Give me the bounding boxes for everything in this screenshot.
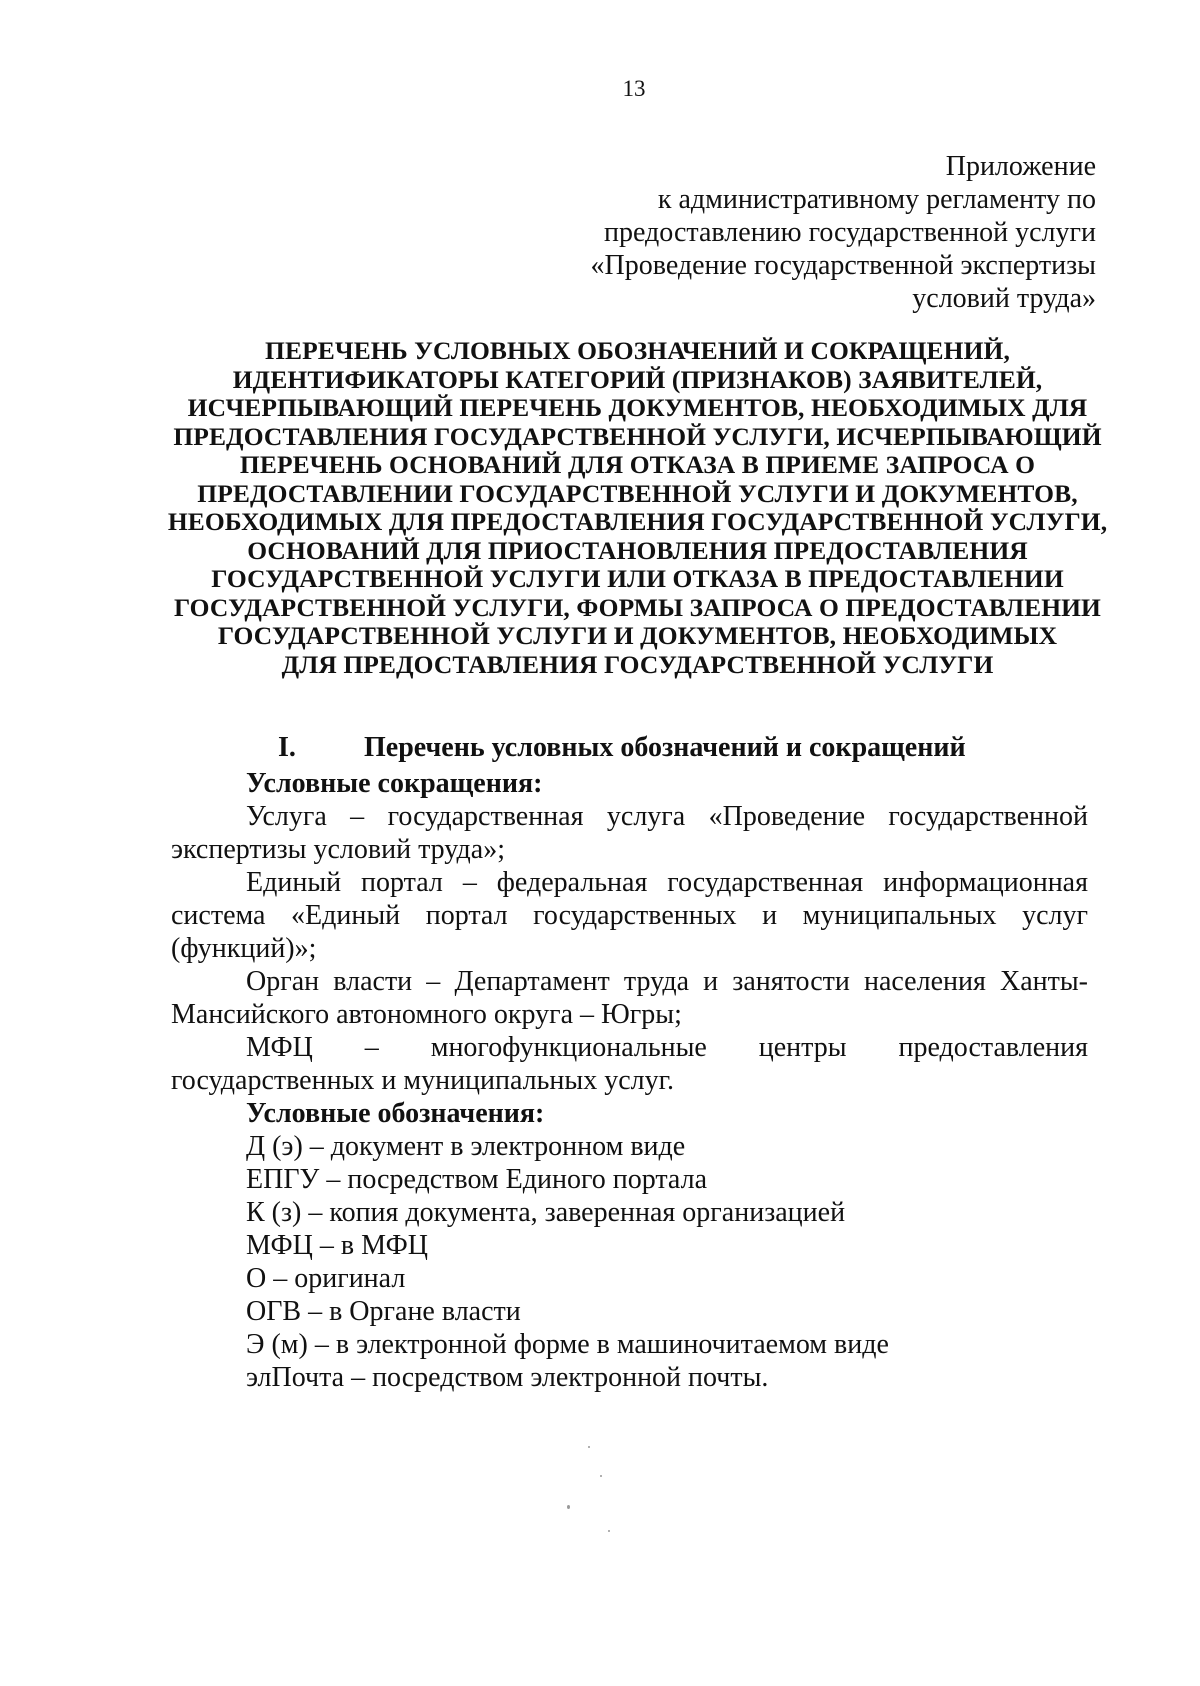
page-number: 13 [622, 76, 646, 101]
abbreviation-item: МФЦ – многофункциональные центры предоставления государственных и муниципальных услуг. [171, 1032, 1088, 1096]
heading-line: ПЕРЕЧЕНЬ ОСНОВАНИЙ ДЛЯ ОТКАЗА В ПРИЕМЕ ЗАПРОСА О [239, 450, 1036, 479]
heading-line: ДЛЯ ПРЕДОСТАВЛЕНИЯ ГОСУДАРСТВЕННОЙ УСЛУГИ [281, 649, 994, 679]
heading-line: ГОСУДАРСТВЕННОЙ УСЛУГИ, ФОРМЫ ЗАПРОСА О ПРЕДОСТАВЛЕНИИ [173, 592, 1101, 622]
heading-line: ИДЕНТИФИКАТОРЫ КАТЕГОРИЙ (ПРИЗНАКОВ) ЗАЯВИТЕЛЕЙ, [232, 364, 1043, 394]
heading-line: ГОСУДАРСТВЕННОЙ УСЛУГИ ИЛИ ОТКАЗА В ПРЕДОСТАВЛЕНИИ [211, 564, 1064, 593]
symbol-item: К (з) – копия документа, заверенная организацией [246, 1197, 846, 1228]
document-heading [160, 337, 1115, 679]
symbol-item: ОГВ – в Органе власти [246, 1296, 521, 1327]
heading-line: НЕОБХОДИМЫХ ДЛЯ ПРЕДОСТАВЛЕНИЯ ГОСУДАРСТВЕННОЙ УСЛУГИ, [167, 507, 1108, 536]
heading-line: ГОСУДАРСТВЕННОЙ УСЛУГИ И ДОКУМЕНТОВ, НЕОБХОДИМЫХ [217, 621, 1058, 650]
symbol-item: МФЦ – в МФЦ [246, 1230, 428, 1261]
appendix-line: предоставлению государственной услуги [604, 217, 1096, 248]
section-title-text: Перечень условных обозначений и сокращений [364, 732, 966, 763]
scan-speck [588, 1446, 590, 1448]
symbol-item: Д (э) – документ в электронном виде [246, 1131, 686, 1162]
heading-line: ПЕРЕЧЕНЬ УСЛОВНЫХ ОБОЗНАЧЕНИЙ И СОКРАЩЕНИЙ, [265, 336, 1010, 365]
abbreviation-item: Единый портал – федеральная государственная информационная система «Единый портал государственных и муниципальных услуг (функций)»; [171, 867, 1088, 964]
appendix-line: к административному регламенту по [657, 184, 1096, 215]
abbreviation-item: Орган власти – Департамент труда и занятости населения Ханты-Мансийского автономного округа – Югры; [171, 966, 1088, 1030]
appendix-line: «Проведение государственной экспертизы [590, 250, 1096, 281]
heading-line: ПРЕДОСТАВЛЕНИЯ ГОСУДАРСТВЕННОЙ УСЛУГИ, ИСЧЕРПЫВАЮЩИЙ [173, 421, 1102, 451]
abbreviations-heading: Условные сокращения: [246, 768, 543, 799]
scan-speck [600, 1475, 602, 1477]
section-body [171, 767, 1088, 1394]
symbol-item: ЕПГУ – посредством Единого портала [246, 1164, 708, 1195]
heading-line: ОСНОВАНИЙ ДЛЯ ПРИОСТАНОВЛЕНИЯ ПРЕДОСТАВЛЕНИЯ [247, 535, 1028, 565]
appendix-block [396, 150, 1096, 315]
appendix-line: условий труда» [912, 283, 1096, 314]
section-number: I. [278, 732, 296, 763]
symbols-list [171, 1130, 1088, 1394]
appendix-line: Приложение [945, 151, 1096, 182]
symbol-item: элПочта – посредством электронной почты. [246, 1362, 769, 1393]
heading-line: ИСЧЕРПЫВАЮЩИЙ ПЕРЕЧЕНЬ ДОКУМЕНТОВ, НЕОБХОДИМЫХ ДЛЯ [187, 393, 1088, 422]
heading-line: ПРЕДОСТАВЛЕНИИ ГОСУДАРСТВЕННОЙ УСЛУГИ И ДОКУМЕНТОВ, [197, 478, 1078, 508]
scan-speck [608, 1530, 610, 1532]
symbols-heading: Условные обозначения: [246, 1098, 545, 1129]
symbol-item: Э (м) – в электронной форме в машиночитаемом виде [246, 1329, 889, 1360]
symbol-item: О – оригинал [246, 1263, 406, 1294]
abbreviation-item: Услуга – государственная услуга «Проведение государственной экспертизы условий труда»; [171, 801, 1088, 865]
scan-speck [567, 1505, 570, 1509]
section-title [278, 731, 966, 764]
